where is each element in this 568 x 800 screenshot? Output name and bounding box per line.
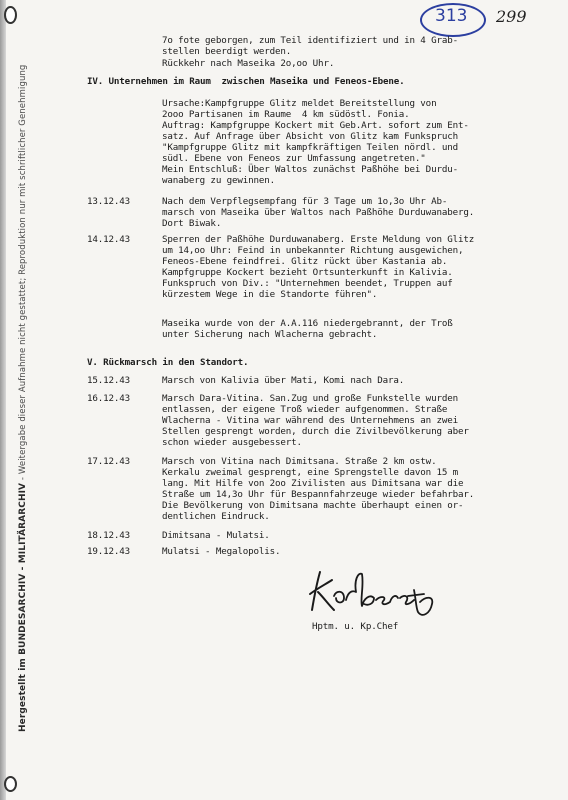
intro-line: stellen beerdigt werden. [162,46,292,57]
intro-line: 7o fote geborgen, zum Teil identifiziert und in 4 Grab- [162,35,458,46]
note-line: Maseika wurde von der A.A.116 niedergebrannt, der Troß [162,318,453,329]
cause-line: südl. Ebene von Feneos zur Umfassung angetreten." [162,153,426,164]
entry-date: 17.12.43 [87,456,131,467]
entry-line: Funkspruch von Div.: "Unternehmen beendet, Truppen auf [162,278,453,289]
entry-line: marsch von Maseika über Waltos nach Paßhöhe Durduwanaberg. [162,207,475,218]
entry-line: Nach dem Verpflegsempfang für 3 Tage um 1o,3o Uhr Ab- [162,196,448,207]
entry-line: Kerkalu zweimal gesprengt, eine Sprengstelle davon 15 m [162,467,458,478]
entry-line: Straße um 14,3o Uhr für Bespannfahrzeuge wieder befahrbar. [162,489,475,500]
note-line: unter Sicherung nach Wlacherna gebracht. [162,329,378,340]
entry-date: 19.12.43 [87,546,131,557]
entry-line: Marsch von Kalivia über Mati, Komi nach Dara. [162,375,405,386]
scan-edge [0,0,6,800]
entry-line: dentlichen Eindruck. [162,511,270,522]
folio-circled-number: 313 [435,6,468,26]
entry-line: Die Bevölkerung von Dimitsana machte überhaupt einen or- [162,500,464,511]
entry-line: Dimitsana - Mulatsi. [162,530,270,541]
entry-line: Feneos-Ebene feindfrei. Glitz rückt über Kastania ab. [162,256,448,267]
entry-line: schon wieder ausgebessert. [162,437,302,448]
entry-date: 13.12.43 [87,196,131,207]
cause-line: satz. Auf Anfrage über Absicht von Glitz kam Funkspruch [162,131,458,142]
entry-line: entlassen, der eigene Troß wieder aufgenommen. Straße [162,404,448,415]
section-heading-iv: IV. Unternehmen im Raum zwischen Maseika und Feneos-Ebene. [87,76,405,87]
cause-line: 2ooo Partisanen im Raume 4 km südöstl. Fonia. [162,109,410,120]
entry-line: Dort Biwak. [162,218,222,229]
cause-line: Ursache:Kampfgruppe Glitz meldet Bereitstellung von [162,98,437,109]
intro-line: Rückkehr nach Maseika 2o,oo Uhr. [162,58,335,69]
entry-date: 18.12.43 [87,530,131,541]
entry-line: Marsch von Vitina nach Dimitsana. Straße 2 km ostw. [162,456,437,467]
entry-line: Kampfgruppe Kockert bezieht Ortsunterkunft in Kalivia. [162,267,453,278]
cause-line: wanaberg zu gewinnen. [162,175,276,186]
signature-title: Hptm. u. Kp.Chef [312,621,399,632]
entry-date: 15.12.43 [87,375,131,386]
punch-hole-top [4,6,17,24]
entry-line: Wlacherna - Vitina war während des Unternehmens an zwei [162,415,458,426]
entry-line: lang. Mit Hilfe von 2oo Zivilisten aus Dimitsana war die [162,478,464,489]
entry-line: um 14,oo Uhr: Feind in unbekannter Richtung ausgewichen, [162,245,464,256]
handwritten-signature [306,566,456,618]
punch-hole-bottom [4,776,17,792]
section-heading-v: V. Rückmarsch in den Standort. [87,357,249,368]
entry-line: Stellen gesprengt worden, durch die Zivilbevölkerung aber [162,426,469,437]
entry-line: Marsch Dara-Vitina. San.Zug und große Funkstelle wurden [162,393,458,404]
folio-page-number: 299 [496,7,527,26]
cause-line: Auftrag: Kampfgruppe Kockert mit Geb.Art. sofort zum Ent- [162,120,469,131]
entry-line: kürzestem Wege in die Standorte führen". [162,289,378,300]
entry-line: Sperren der Paßhöhe Durduwanaberg. Erste Meldung von Glitz [162,234,475,245]
cause-line: Mein Entschluß: Über Waltos zunächst Paßhöhe bei Durdu- [162,164,458,175]
entry-date: 14.12.43 [87,234,131,245]
entry-line: Mulatsi - Megalopolis. [162,546,281,557]
archive-stamp: Hergestellt im BUNDESARCHIV - MILITÄRARCHIV - Weitergabe dieser Aufnahme nicht gestattet; Reproduktion nur mit schriftlicher Genehmigung [18,64,28,732]
cause-line: "Kampfgruppe Glitz mit kampfkräftigen Teilen nördl. und [162,142,458,153]
entry-date: 16.12.43 [87,393,131,404]
